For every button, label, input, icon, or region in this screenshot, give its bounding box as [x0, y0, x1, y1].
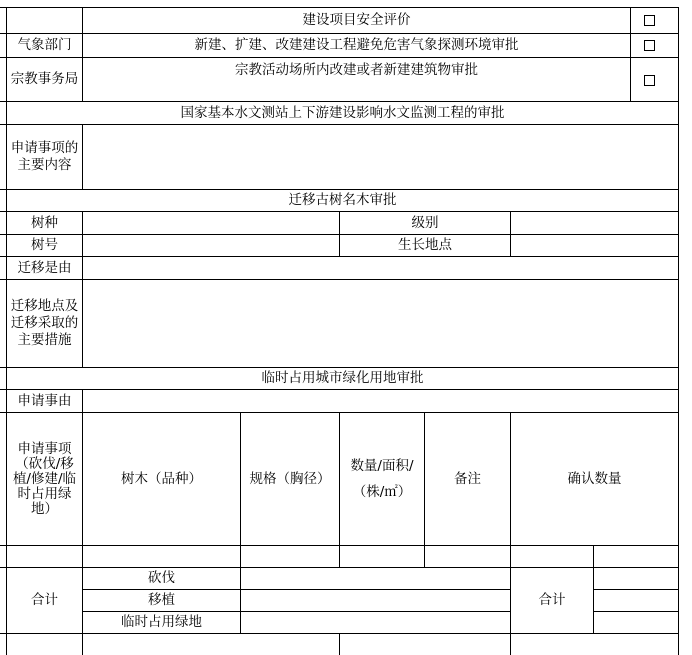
location-field[interactable] — [511, 235, 678, 256]
green-section-title: 临时占用城市绿化用地审批 — [261, 370, 424, 386]
fell-label: 砍伐 — [148, 570, 175, 586]
tree-section-title: 迁移古树名木审批 — [288, 192, 397, 208]
col-tree-header: 树木（品种） — [121, 470, 202, 487]
measures-label: 迁移地点及迁移采取的主要措施 — [10, 298, 79, 348]
tree-no-field[interactable] — [83, 235, 339, 256]
species-field[interactable] — [83, 212, 339, 234]
religion-item: 宗教活动场所内改建或者新建建筑物审批 — [235, 62, 478, 78]
apply-item-label: 申请事项（砍伐/移植/修建/临时占用绿地） — [12, 440, 77, 517]
location-label: 生长地点 — [398, 237, 452, 253]
reason-field[interactable] — [83, 257, 678, 279]
safety-eval-checkbox[interactable] — [644, 15, 655, 26]
total-label: 合计 — [31, 592, 58, 608]
apply-reason-label: 申请事由 — [17, 392, 72, 409]
total-confirm-label: 合计 — [538, 592, 566, 608]
meteo-checkbox[interactable] — [644, 40, 655, 51]
col-confirm-header: 确认数量 — [567, 470, 622, 487]
apply-reason-field[interactable] — [83, 390, 678, 412]
transplant-label: 移植 — [148, 592, 175, 608]
col-spec-header: 规格（胸径） — [249, 470, 331, 487]
occupy-label: 临时占用绿地 — [121, 614, 202, 630]
col-qty-header: 数量/面积/（株/㎡） — [350, 458, 414, 500]
species-label: 树种 — [31, 214, 58, 231]
tree-no-label: 树号 — [31, 237, 58, 253]
reason-label: 迁移是由 — [17, 259, 72, 276]
grade-label: 级别 — [411, 214, 439, 231]
main-content-field[interactable] — [83, 125, 678, 189]
grade-field[interactable] — [511, 212, 678, 234]
safety-eval-item: 建设项目安全评价 — [302, 12, 411, 28]
meteo-dept-label: 气象部门 — [17, 37, 72, 53]
religion-dept-label: 宗教事务局 — [10, 71, 79, 87]
hydro-section-title: 国家基本水文测站上下游建设影响水文监测工程的审批 — [180, 104, 505, 121]
religion-checkbox[interactable] — [644, 75, 655, 86]
col-note-header: 备注 — [454, 470, 481, 487]
main-content-label: 申请事项的主要内容 — [10, 140, 79, 173]
meteo-item: 新建、扩建、改建建设工程避免危害气象探测环境审批 — [194, 37, 519, 53]
measures-field[interactable] — [83, 280, 678, 367]
